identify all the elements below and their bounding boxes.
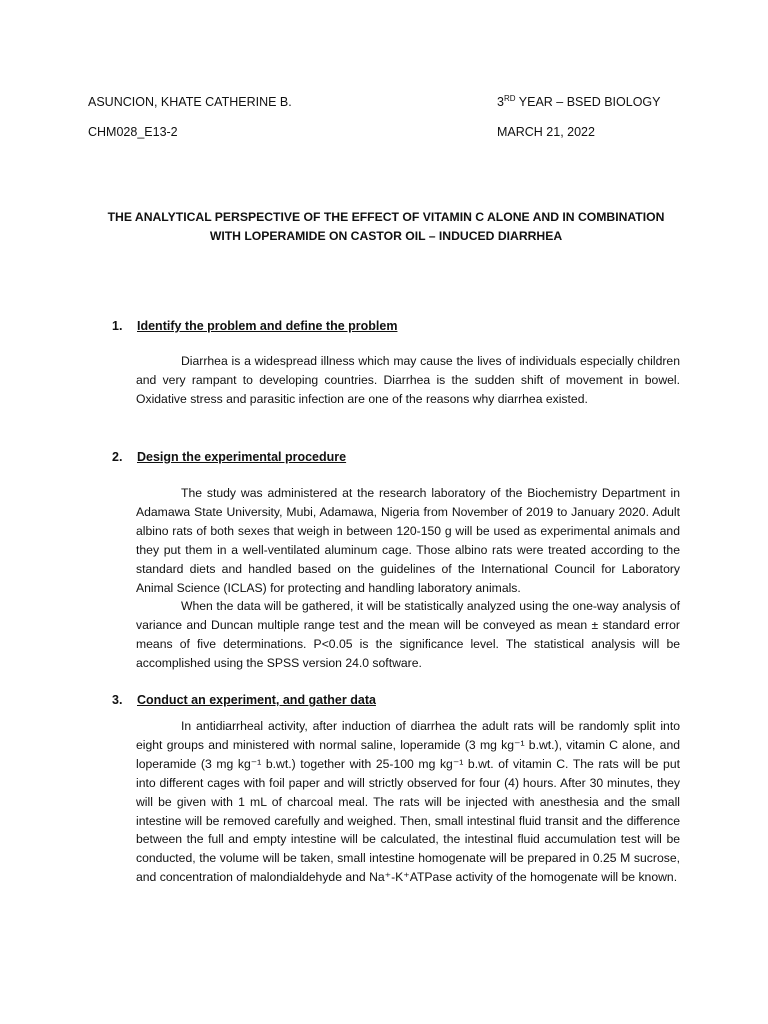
section-number: 1. bbox=[112, 319, 123, 333]
section-title: Conduct an experiment, and gather data bbox=[137, 693, 376, 707]
section-number: 3. bbox=[112, 693, 123, 707]
section-2-paragraph-1: The study was administered at the research laboratory of the Biochemistry Department in Adamawa State University, Mubi, Adamawa, Nigeria from November of 2019 to January 2020. Adult albino rats of both sexes that weigh in between 120-150 g will be used as experimental animals and they put them in a well-ventilated aluminum cage. Those albino rats were treated according to the standard diets and handled based on the guidelines of the International Council for Laboratory Animal Science (ICLAS) for protecting and handling laboratory animals. bbox=[136, 486, 680, 595]
section-1-paragraph-1: Diarrhea is a widespread illness which may cause the lives of individuals especially children and very rampant to developing countries. Diarrhea is the sudden shift of movement in bowel. Oxidative stress and parasitic infection are one of the reasons why diarrhea existed. bbox=[136, 354, 680, 406]
section-number: 2. bbox=[112, 450, 123, 464]
section-3-heading bbox=[112, 692, 376, 708]
section-title: Identify the problem and define the problem bbox=[137, 319, 398, 333]
year-number: 3 bbox=[497, 95, 504, 109]
year-level bbox=[497, 94, 660, 110]
year-superscript: RD bbox=[503, 94, 516, 103]
student-name: ASUNCION, KHATE CATHERINE B. bbox=[88, 95, 292, 109]
section-2-heading bbox=[112, 449, 346, 465]
year-program: YEAR – BSED BIOLOGY bbox=[515, 95, 661, 109]
course-code: CHM028_E13-2 bbox=[88, 125, 178, 139]
section-1-heading bbox=[112, 318, 397, 334]
document-date: MARCH 21, 2022 bbox=[497, 125, 595, 139]
section-3-paragraph-1: In antidiarrheal activity, after induction of diarrhea the adult rats will be randomly split into eight groups and ministered with normal saline, loperamide (3 mg kg⁻¹ b.wt.), vitamin C alone, and loperamide (3 mg kg⁻¹ b.wt.) together with 25-100 mg kg⁻¹ b.wt. of vitamin C. The rats will be put into different cages with foil paper and will strictly observed for four (4) hours. After 30 minutes, they will be given with 1 mL of charcoal meal. The rats will be injected with anesthesia and the small intestine will be removed carefully and weighed. Then, small intestinal fluid transit and the difference between the full and empty intestine will be calculated, the intestinal fluid accumulation test will be conducted, the volume will be taken, small intestine homogenate will be prepared in 0.25 M sucrose, and concentration of malondialdehyde and Na⁺-K⁺ATPase activity of the homogenate will be known. bbox=[136, 719, 680, 885]
section-2-paragraph-2: When the data will be gathered, it will be statistically analyzed using the one-way analysis of variance and Duncan multiple range test and the mean will be conveyed as mean ± standard error means of five determinations. P<0.05 is the significance level. The statistical analysis will be accomplished using the SPSS version 24.0 software. bbox=[136, 599, 680, 670]
section-title: Design the experimental procedure bbox=[137, 450, 347, 464]
document-title: THE ANALYTICAL PERSPECTIVE OF THE EFFECT OF VITAMIN C ALONE AND IN COMBINATION WITH LOPERAMIDE ON CASTOR OIL – INDUCED DIARRHEA bbox=[107, 210, 665, 243]
